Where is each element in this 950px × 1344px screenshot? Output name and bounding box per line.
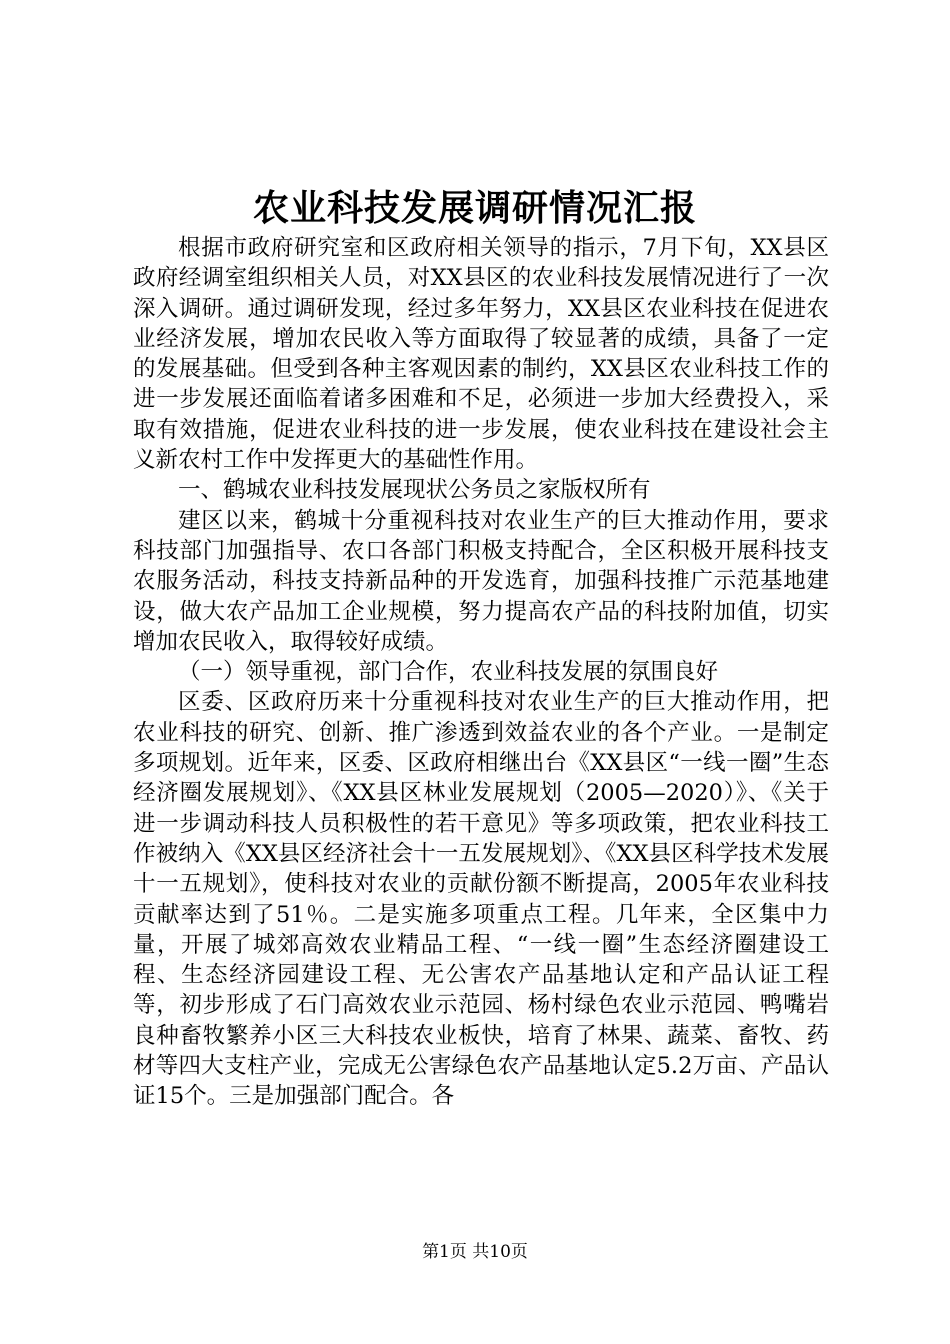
paragraph-current-status: 建区以来，鹤城十分重视科技对农业生产的巨大推动作用，要求科技部门加强指导、农口各部门积极支持配合，全区积极开展科技支农服务活动，科技支持新品种的开发选育，加强科技推广示范基地建设，做大农产品加工企业规模，努力提高农产品的科技附加值，切实增加农民收入，取得较好成绩。	[133, 507, 829, 655]
section-heading-1: 一、鹤城农业科技发展现状公务员之家版权所有	[178, 477, 651, 504]
paragraph-leadership: 区委、区政府历来十分重视科技对农业生产的巨大推动作用，把农业科技的研究、创新、推广渗透到效益农业的各个产业。一是制定多项规划。近年来，区委、区政府相继出台《XX县区“一线一圈”生态经济圈发展规划》、《XX县区林业发展规划（2005—2020）》、《关于进一步调动科技人员积极性的若干意见》等多项政策，把农业科技工作被纳入《XX县区经济社会十一五发展规划》、《XX县区科学技术发展十一五规划》，使科技对农业的贡献份额不断提高，2005年农业科技贡献率达到了51％。二是实施多项重点工程。几年来，全区集中力量，开展了城郊高效农业精品工程、“一线一圈”生态经济圈建设工程、生态经济园建设工程、无公害农产品基地认定和产品认证工程等，初步形成了石门高效农业示范园、杨村绿色农业示范园、鸭嘴岩良种畜牧繁养小区三大科技农业板快，培育了林果、蔬菜、畜牧、药材等四大支柱产业，完成无公害绿色农产品基地认定5.2万亩、产品认证15个。三是加强部门配合。各	[133, 689, 829, 1110]
page-number-footer: 第1页 共10页	[422, 1242, 528, 1262]
document-body	[133, 233, 829, 1112]
paragraph-intro: 根据市政府研究室和区政府相关领导的指示，7月下旬，XX县区政府经调室组织相关人员，对XX县区的农业科技发展情况进行了一次深入调研。通过调研发现，经过多年努力，XX县区农业科技在促进农业经济发展，增加农民收入等方面取得了较显著的成绩，具备了一定的发展基础。但受到各种主客观因素的制约，XX县区农业科技工作的进一步发展还面临着诸多困难和不足，必须进一步加大经费投入，采取有效措施，促进农业科技的进一步发展，使农业科技在建设社会主义新农村工作中发挥更大的基础性作用。	[133, 235, 829, 474]
document-title: 农业科技发展调研情况汇报	[252, 187, 697, 229]
subsection-heading-1: （一）领导重视，部门合作，农业科技发展的氛围良好	[178, 659, 719, 686]
